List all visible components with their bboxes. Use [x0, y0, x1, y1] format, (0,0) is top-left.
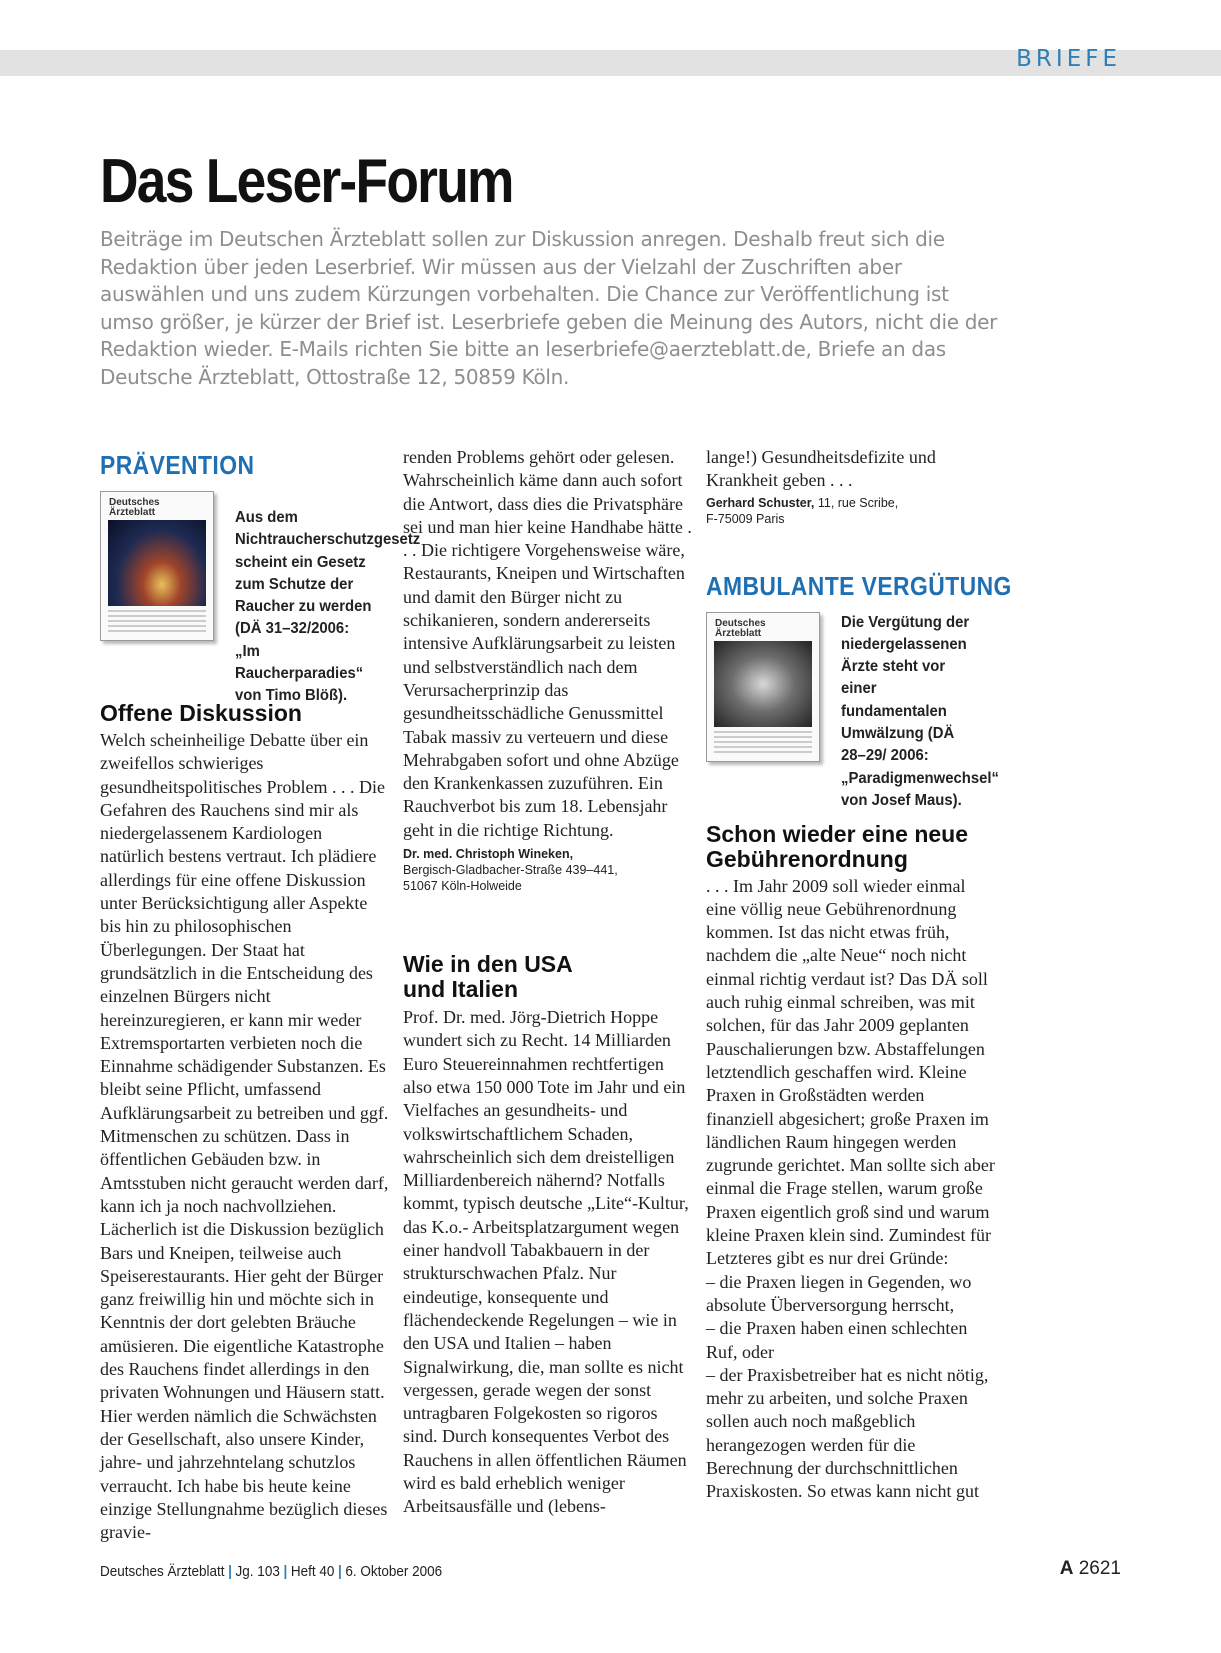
signature-wineken: Dr. med. Christoph Wineken, Bergisch-Gladbacher-Straße 439–441, 51067 Köln-Holweide — [403, 847, 618, 894]
kicker-ambulante-verguetung: AMBULANTE VERGÜTUNG — [706, 570, 1012, 601]
page-title: Das Leser-Forum — [100, 147, 513, 216]
cover-logo: Deutsches Ärzteblatt — [109, 497, 160, 518]
list-item: – die Praxen liegen in Gegenden, wo absolute Überversorgung herrscht, — [706, 1271, 972, 1315]
footer-volume: Jg. 103 — [235, 1563, 280, 1580]
section-tag: BRIEFE — [1016, 46, 1121, 72]
footer-journal: Deutsches Ärzteblatt — [100, 1563, 225, 1580]
headline-gebuehrenordnung: Schon wieder eine neue Gebührenordnung — [706, 820, 969, 872]
list-item: – der Praxisbetreiber hat es nicht nötig, mehr zu arbeiten, und solche Praxen sollen auch noch maßgeblich herangezogen werden für die Berechnung der durchschnittlichen Praxiskosten. So etwas kann nicht gut — [706, 1364, 989, 1502]
article-body: . . . Im Jahr 2009 soll wieder einmal eine völlig neue Gebührenordnung kommen. Ist das nicht etwas früh, nachdem die „alte Neue“ noch nicht einmal richtig verdaut ist? Das DÄ soll auch ruhig einmal schreiben, was mit solchen, für das Jahr 2009 geplanten Pauschalierungen bzw. Abstaffelungen letztendlich geschaffen wird. Kleine Praxen in Großstädten werden finanziell abgesichert; große Praxen im ländlichen Raum hingegen werden zugrunde gerichtet. Man sollte sich aber einmal die Frage stellen, warum große Praxen eigentlich groß sind und warum kleine Praxen klein sind. Zumindest für Letzteres gibt es nur drei Gründe: — [706, 875, 995, 1269]
footer-date: 6. Oktober 2006 — [345, 1563, 443, 1580]
signature-schuster: Gerhard Schuster, 11, rue Scribe, F-75009 Paris — [706, 495, 899, 526]
kicker-praevention: PRÄVENTION — [100, 450, 255, 480]
intro-text: Beiträge im Deutschen Ärzteblatt sollen zur Diskussion anregen. Deshalb freut sich die Redaktion über jeden Leserbrief. Wir müssen aus der Vielzahl der Zuschriften aber auswählen und uns zudem Kürzungen vorbehalten. Die Chance zur Veröffentlichung ist umso größer, je kürzer der Brief ist. Leserbriefe geben die Meinung des Autors, nicht die der Redaktion wieder. E-Mails richten Sie bitte an leserbriefe@aerzteblatt.de, Briefe an das Deutsche Ärzteblatt, Ottostraße 12, 50859 Köln. — [100, 227, 998, 389]
cover-logo: Deutsches Ärzteblatt — [715, 617, 766, 639]
teaser-block-ambulante — [706, 612, 999, 822]
column-1 — [100, 450, 421, 1544]
teaser-block-praevention — [100, 491, 421, 705]
teaser-text: Aus dem Nichtraucherschutzgesetz scheint ein Gesetz zum Schutze der Raucher zu werden (DÄ 31–32/2006: „Im Raucherparadies“ von Timo Blöß). — [235, 509, 421, 705]
column-2 — [403, 446, 693, 1519]
cover-text-strip — [714, 731, 812, 753]
magazine-cover-image — [706, 612, 820, 762]
article-body-continued: lange!) Gesundheitsdefizite und Krankheit geben . . . — [706, 447, 936, 491]
headline-usa-italien: Wie in den USA und Italien — [403, 951, 573, 1003]
cover-photo — [108, 520, 206, 606]
cover-photo — [714, 641, 812, 727]
footer-citation: Deutsches Ärzteblatt | Jg. 103 | Heft 40 | 6. Oktober 2006 — [100, 1563, 443, 1580]
page-number: A 2621 — [1059, 1558, 1121, 1579]
column-3 — [706, 446, 1012, 1504]
article-body: Prof. Dr. med. Jörg-Dietrich Hoppe wundert sich zu Recht. 14 Milliarden Euro Steuereinnahmen rechtfertigen also etwa 150 000 Tote im Jahr und ein Vielfaches an gesundheits- und volkswirtschaftlichem Schaden, wahrscheinlich sich dem dreistelligen Milliardenbereich nähernd? Notfalls kommt, typisch deutsche „Lite“-Kultur, das K.o.- Arbeitsplatzargument wegen einer handvoll Tabakbauern in der strukturschwachen Pfalz. Nur eindeutige, konsequente und flächendeckende Regelungen – wie in den USA und Italien – haben Signalwirkung, die, man sollte es nicht vergessen, gerade wegen der sonst untragbaren Folgekosten so rigoros sind. Durch konsequentes Verbot des Rauchens in allen öffentlichen Räumen wird es bald erheblich weniger Arbeitsausfälle und (lebens- — [403, 1007, 689, 1517]
headline-offene-diskussion: Offene Diskussion — [100, 700, 302, 726]
article-body-continued: renden Problems gehört oder gelesen. Wahrscheinlich käme dann auch sofort die Antwort, dass dies die Privatsphäre sei und man hier keine Handhabe hätte . . . Die richtigere Vorgehensweise wäre, Restaurants, Kneipen und Wirtschaften und damit den Bürger nicht zu schikanieren, sondern andererseits intensive Aufklärungsarbeit zu leisten und selbstverständlich nach dem Verursacherprinzip das gesundheitsschädliche Genussmittel Tabak massiv zu verteuern und diese Mehrabgaben sofort und ohne Abzüge den Krankenkassen zuzuführen. Ein Rauchverbot bis zum 18. Lebensjahr geht in die richtige Richtung. — [403, 447, 692, 840]
magazine-cover-image — [100, 491, 214, 641]
article-body: Welch scheinheilige Debatte über ein zweifellos schwieriges gesundheitspolitisches Problem . . . Die Gefahren des Rauchens sind mir als niedergelassenem Kardiologen natürlich bestens vertraut. Ich plädiere allerdings für eine offene Diskussion unter Berücksichtigung aller Aspekte bis hin zu philosophischen Überlegungen. Der Staat hat grundsätzlich in die Entscheidung des einzelnen Bürgers nicht hereinzuregieren, er kann mir weder Extremsportarten verbieten noch die Einnahme schädigender Substanzen. Es bleibt seine Pflicht, umfassend Aufklärungsarbeit zu betreiben und ggf. Mitmenschen zu schützen. Dass in öffentlichen Gebäuden bzw. in Amtsstuben nicht geraucht werden darf, kann ich ja noch nachvollziehen. Lächerlich ist die Diskussion bezüglich Bars und Kneipen, teilweise auch Speiserestaurants. Hier geht der Bürger ganz freiwillig hin und möchte sich in Kenntnis der dort gelebten Bräuche amüsieren. Die eigentliche Katastrophe des Rauchens findet allerdings in den privaten Wohnungen und Häusern statt. Hier werden nämlich die Schwächsten der Gesellschaft, also unsere Kinder, jahre- und jahrzehntelang schutzlos verraucht. Ich habe bis heute keine einzige Stellungnahme bezüglich dieses gravie- — [100, 730, 389, 1543]
list-item: – die Praxen haben einen schlechten Ruf, oder — [706, 1318, 968, 1362]
cover-text-strip — [108, 610, 206, 632]
teaser-text: Die Vergütung der niedergelassenen Ärzte steht vor einer fundamentalen Umwälzung (DÄ 28–29/ 2006: „Paradigmenwechsel“ von Josef Maus). — [841, 613, 999, 809]
footer-issue: Heft 40 — [290, 1563, 335, 1580]
